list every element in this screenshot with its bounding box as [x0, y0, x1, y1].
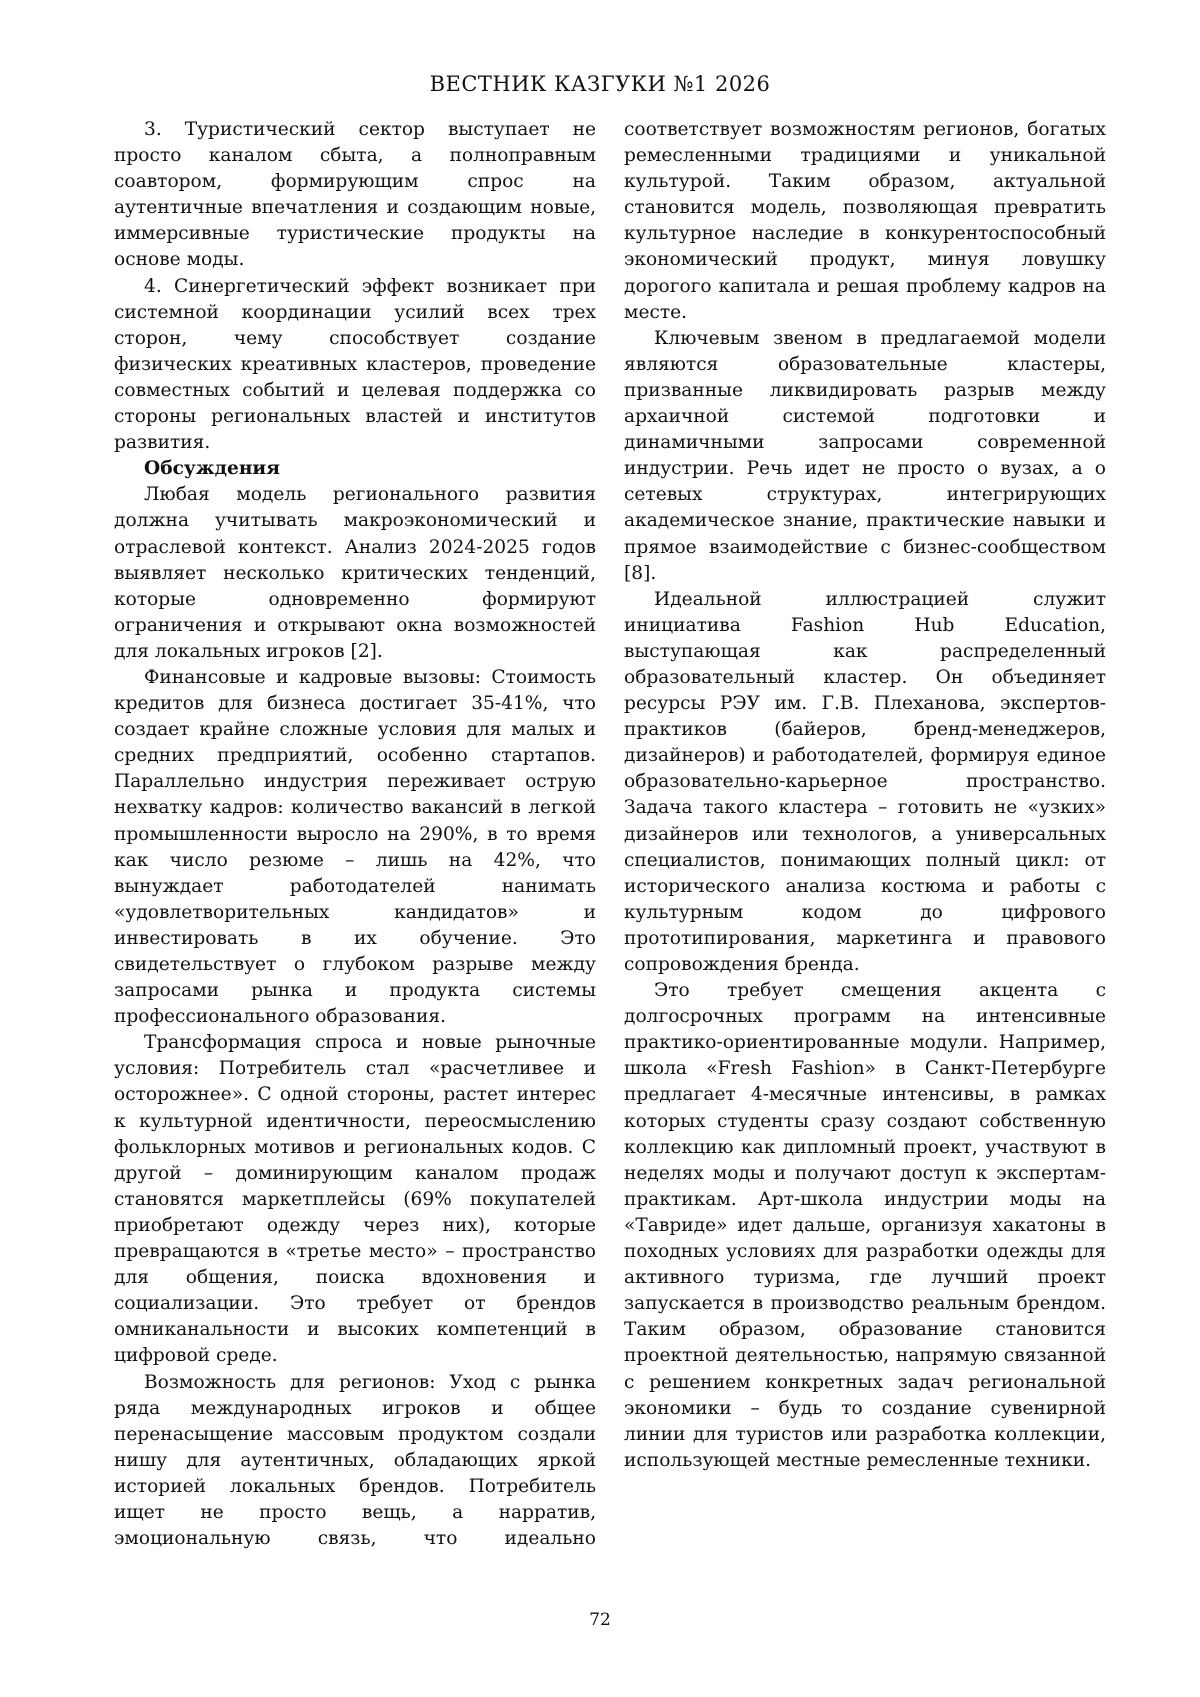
paragraph-intensive-modules: Это требует смещения акцента с долгосрочных программ на интенсивные практико-ориентированные модули. Например, школа «Fresh Fashion» в Санкт-Петербурге предлагает 4-месячные интенсивы, в рамках которых студенты сразу создают собственную коллекцию как дипломный проект, участвуют в неделях моды и получают доступ к экспертам-практикам. Арт-школа индустрии моды на «Тавриде» идет дальше, организуя хакатоны в походных условиях для разработки одежды для активного туризма, где лучший проект запускается в производство реальным брендом. Таким образом, образование становится проектной деятельностью, напрямую связанной с решением конкретных задач региональной экономики – будь то создание сувенирной линии для туристов или разработка коллекции, использующей местные ремесленные техники.: [624, 980, 1106, 1471]
paragraph-synergy-effect: 4. Синергетический эффект возникает при системной координации усилий всех трех сторон, чему способствует создание физических креативных кластеров, проведение совместных событий и целевая поддержка со стороны региональных властей и институтов развития.: [114, 275, 596, 454]
running-header: ВЕСТНИК КАЗГУКИ №1 2026: [429, 72, 771, 96]
paragraph-demand-transformation: Трансформация спроса и новые рыночные условия: Потребитель стал «расчетливее и осторожнее». С одной стороны, растет интерес к культурной идентичности, переосмыслению фольклорных мотивов и региональных кодов. С другой – доминирующим каналом продаж становятся маркетплейсы (69% покупателей приобретают одежду через них), которые превращаются в «третье место» – пространство для общения, поиска вдохновения и социализации. Это требует от брендов омниканальности и высоких компетенций в цифровой среде.: [114, 1032, 596, 1367]
right-column: [624, 117, 1106, 1474]
section-heading-discussion: Обсуждения: [144, 458, 280, 480]
paragraph-tourism-sector: 3. Туристический сектор выступает не просто каналом сбыта, а полноправным соавтором, формирующим спрос на аутентичные впечатления и создающим новые, иммерсивные туристические продукты на основе моды.: [114, 119, 596, 271]
page-number: 72: [589, 1610, 611, 1630]
paragraph-macro-context: Любая модель регионального развития должна учитывать макроэкономический и отраслевой контекст. Анализ 2024-2025 годов выявляет несколько критических тенденций, которые одновременно формируют ограничения и открывают окна возможностей для локальных игроков [2].: [114, 484, 596, 662]
paragraph-continuation: соответствует возможностям регионов, богатых ремесленными традициями и уникальной культурой. Таким образом, актуальной становится модель, позволяющая превратить культурное наследие в конкурентоспособный экономический продукт, минуя ловушку дорогого капитала и решая проблему кадров на месте.: [624, 119, 1106, 323]
paragraph-regional-opportunity: Возможность для регионов: Уход с рынка ряда международных игроков и общее перенасыщение массовым продуктом создали нишу для аутентичных, обладающих яркой историей локальных брендов. Потребитель ищет не просто вещь, а нарратив, эмоциональную связь, что идеально: [114, 1371, 596, 1550]
paragraph-fashion-hub: Идеальной иллюстрацией служит инициатива Fashion Hub Education, выступающая как распределенный образовательный кластер. Он объединяет ресурсы РЭУ им. Г.В. Плеханова, экспертов-практиков (байеров, бренд-менеджеров, дизайнеров) и работодателей, формируя единое образовательно-карьерное пространство. Задача такого кластера – готовить не «узких» дизайнеров или технологов, а универсальных специалистов, понимающих полный цикл: от исторического анализа костюма и работы с культурным кодом до цифрового прототипирования, маркетинга и правового сопровождения бренда.: [624, 588, 1106, 975]
paragraph-education-clusters: Ключевым звеном в предлагаемой модели являются образовательные кластеры, призванные ликвидировать разрыв между архаичной системой подготовки и динамичными запросами современной индустрии. Речь идет не просто о вузах, а о сетевых структурах, интегрирующих академическое знание, практические навыки и прямое взаимодействие с бизнес-сообществом [8].: [624, 327, 1106, 584]
left-column: [114, 117, 596, 1552]
paragraph-financial-challenges: Финансовые и кадровые вызовы: Стоимость кредитов для бизнеса достигает 35-41%, что создает крайне сложные условия для малых и средних предприятий, особенно стартапов. Параллельно индустрия переживает острую нехватку кадров: количество вакансий в легкой промышленности выросло на 290%, в то время как число резюме – лишь на 42%, что вынуждает работодателей нанимать «удовлетворительных кандидатов» и инвестировать в их обучение. Это свидетельствует о глубоком разрыве между запросами рынка и продукта системы профессионального образования.: [114, 666, 596, 1028]
